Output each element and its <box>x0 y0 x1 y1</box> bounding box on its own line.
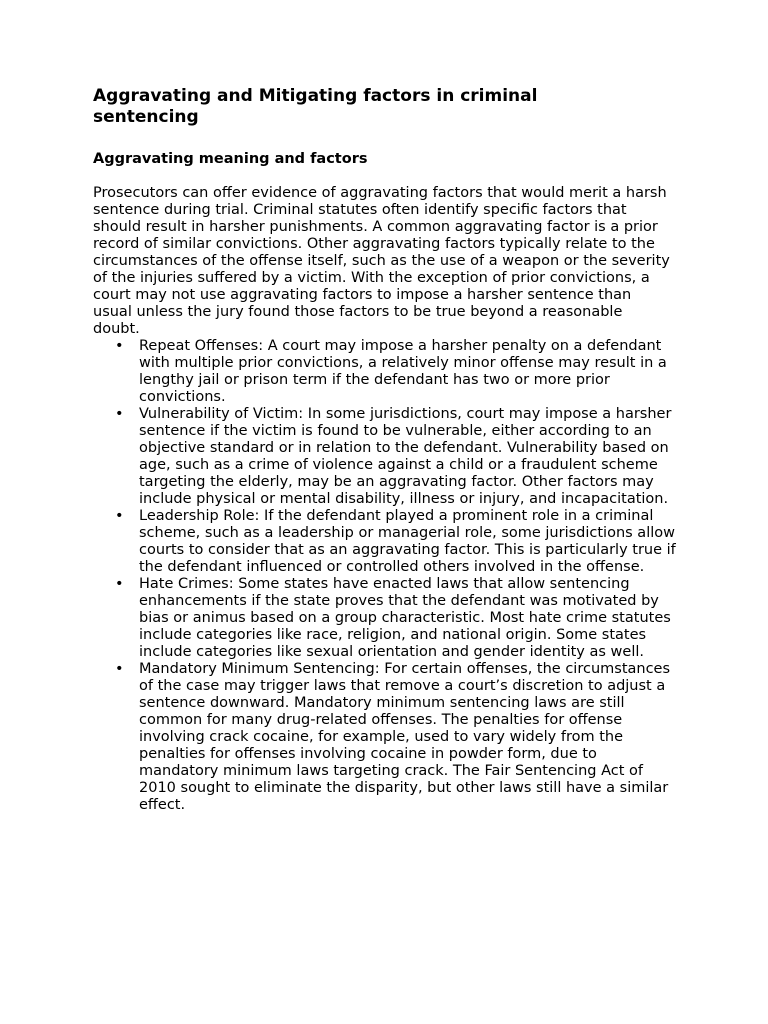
list-item <box>93 406 677 508</box>
list-item-text: Hate Crimes: Some states have enacted laws that allow sentencing enhancements if the state proves that the defendant was motivated by bias or animus based on a group characteristic. Most hate crime statutes include categories like race, religion, and national origin. Some states include categories like sexual orientation and gender identity as well. <box>139 576 671 660</box>
list-item-text: Leadership Role: If the defendant played a prominent role in a criminal scheme, such as a leadership or managerial role, some jurisdictions allow courts to consider that as an aggravating factor. This is particularly true if the defendant influenced or controlled others involved in the offense. <box>139 508 676 575</box>
bullet-icon: • <box>115 576 124 592</box>
bullet-icon: • <box>115 508 124 524</box>
list-item <box>93 661 677 814</box>
intro-paragraph: Prosecutors can offer evidence of aggravating factors that would merit a harsh sentence during trial. Criminal statutes often identify specific factors that should result in harsher punishments. A common aggravating factor is a prior record of similar convictions. Other aggravating factors typically relate to the circumstances of the offense itself, such as the use of a weapon or the severity of the injuries suffered by a victim. With the exception of prior convictions, a court may not use aggravating factors to impose a harsher sentence than usual unless the jury found those factors to be true beyond a reasonable doubt. <box>93 185 670 337</box>
document-title: Aggravating and Mitigating factors in criminal sentencing <box>93 86 538 127</box>
bullet-icon: • <box>115 406 124 422</box>
document-page <box>93 86 683 814</box>
bullet-icon: • <box>115 338 124 354</box>
list-item-text: Vulnerability of Victim: In some jurisdictions, court may impose a harsher sentence if the victim is found to be vulnerable, either according to an objective standard or in relation to the defendant. Vulnerability based on age, such as a crime of violence against a child or a fraudulent scheme targeting the elderly, may be an aggravating factor. Other factors may include physical or mental disability, illness or injury, and incapacitation. <box>139 406 672 507</box>
aggravating-factors-list <box>93 338 683 814</box>
list-item-text: Mandatory Minimum Sentencing: For certain offenses, the circumstances of the case may trigger laws that remove a court’s discretion to adjust a sentence downward. Mandatory minimum sentencing laws are still common for many drug-related offenses. The penalties for offense involving crack cocaine, for example, used to vary widely from the penalties for offenses involving cocaine in powder form, due to mandatory minimum laws targeting crack. The Fair Sentencing Act of 2010 sought to eliminate the disparity, but other laws still have a similar effect. <box>139 661 671 813</box>
list-item <box>93 508 677 576</box>
list-item <box>93 338 677 406</box>
bullet-icon: • <box>115 661 124 677</box>
list-item <box>93 576 677 661</box>
list-item-text: Repeat Offenses: A court may impose a harsher penalty on a defendant with multiple prior convictions, a relatively minor offense may result in a lengthy jail or prison term if the defendant has two or more prior convictions. <box>139 338 667 405</box>
section-heading: Aggravating meaning and factors <box>93 151 368 167</box>
